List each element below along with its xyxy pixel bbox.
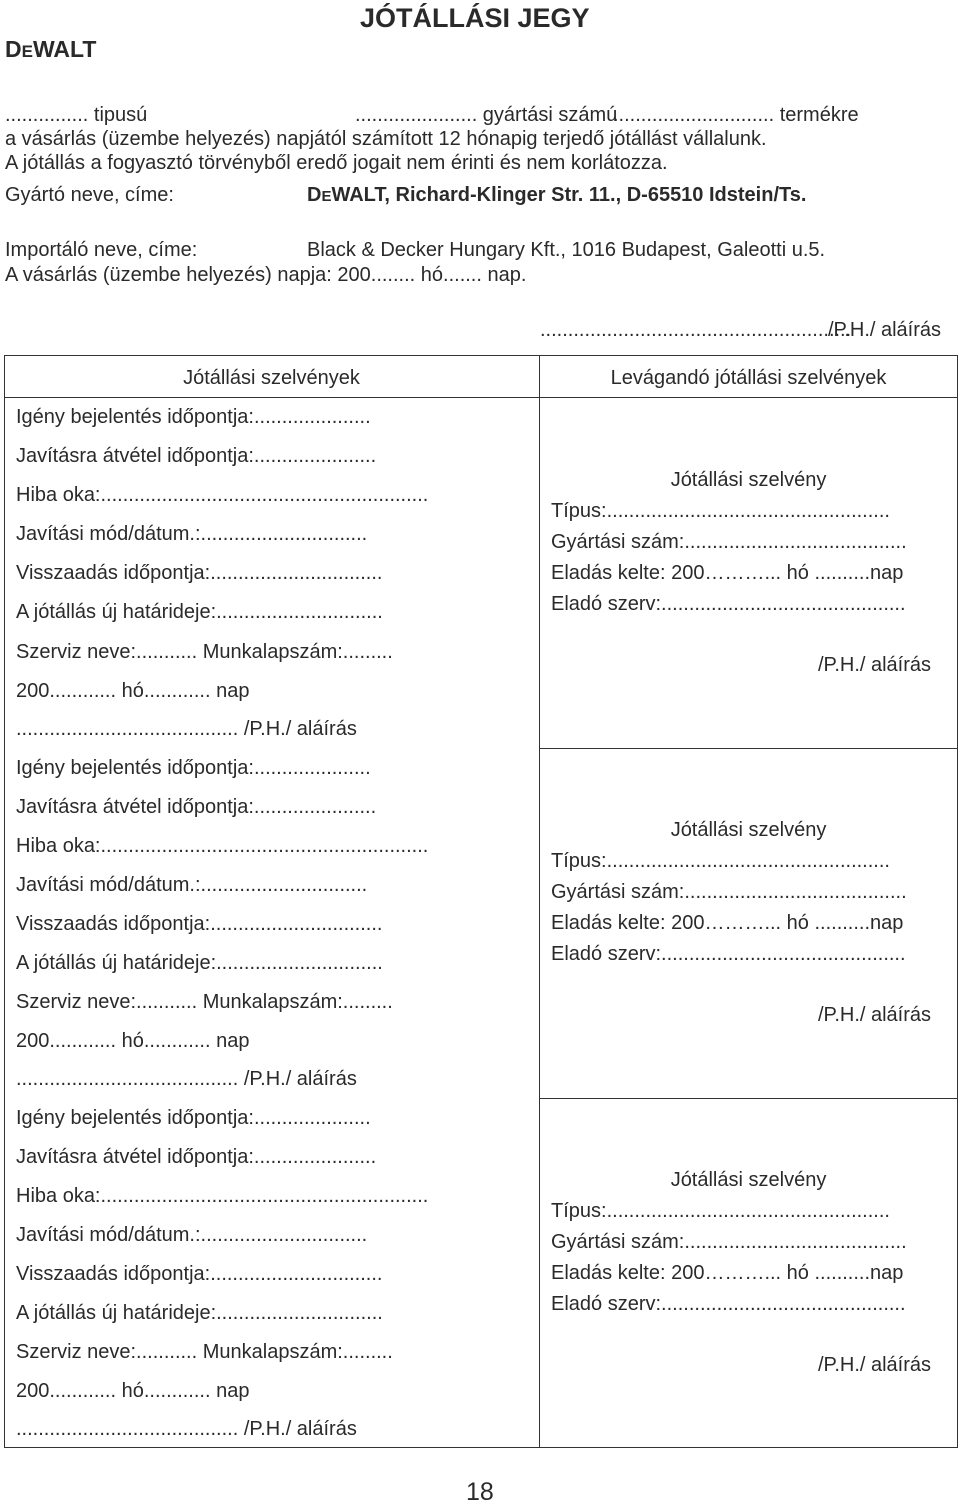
coupon-serial-field: Gyártási szám:........................................: [551, 531, 907, 553]
coupon-seller-field: Eladó szerv:............................................: [551, 593, 906, 615]
importer-value: Black & Decker Hungary Kft., 1016 Budapest, Galeotti u.5.: [307, 239, 826, 261]
service-field: Szerviz neve:........... Munkalapszám:.........: [16, 991, 393, 1013]
claim-date-field: Igény bejelentés időpontja:.....................: [16, 757, 371, 779]
return-date-field: Visszaadás időpontja:...............................: [16, 562, 383, 584]
coupon-serial-field: Gyártási szám:........................................: [551, 881, 907, 903]
table-column-divider: [539, 355, 540, 1448]
left-column-header: Jótállási szelvények: [183, 367, 360, 389]
top-signature-label: /P.H./ aláírás: [828, 319, 942, 341]
received-date-field: Javításra átvétel időpontja:......................: [16, 796, 377, 818]
importer-label: Importáló neve, címe:: [5, 239, 198, 261]
right-row-divider-2: [539, 1098, 958, 1099]
service-field: Szerviz neve:........... Munkalapszám:.........: [16, 1341, 393, 1363]
intro-type-blank: ............... tipusú: [5, 104, 148, 126]
coupon-type-field: Típus:...................................................: [551, 500, 890, 522]
signature-field: ........................................ /P.H./ aláírás: [16, 1068, 357, 1090]
fault-field: Hiba oka:...........................................................: [16, 484, 429, 506]
manufacturer-label: Gyártó neve, címe:: [5, 184, 174, 206]
right-column-header: Levágandó jótállási szelvények: [610, 367, 887, 389]
repair-method-field: Javítási mód/dátum.:..............................: [16, 874, 368, 896]
new-deadline-field: A jótállás új határideje:..............................: [16, 601, 383, 623]
claim-date-field: Igény bejelentés időpontja:.....................: [16, 1107, 371, 1129]
document-title: JÓTÁLLÁSI JEGY: [360, 3, 590, 33]
coupon-sale-date-field: Eladás kelte: 200………... hó ..........nap: [551, 912, 904, 934]
table-header-divider: [4, 397, 958, 398]
return-date-field: Visszaadás időpontja:...............................: [16, 913, 383, 935]
coupon-title: Jótállási szelvény: [670, 469, 827, 491]
new-deadline-field: A jótállás új határideje:..............................: [16, 1302, 383, 1324]
coupon-serial-field: Gyártási szám:........................................: [551, 1231, 907, 1253]
top-signature-dots: ........................................................: [540, 319, 852, 341]
received-date-field: Javításra átvétel időpontja:......................: [16, 445, 377, 467]
right-row-divider-1: [539, 748, 958, 749]
coupon-type-field: Típus:...................................................: [551, 1200, 890, 1222]
intro-product-blank: ............................. termékre: [613, 104, 859, 126]
repair-method-field: Javítási mód/dátum.:..............................: [16, 523, 368, 545]
intro-consumer-law-text: A jótállás a fogyasztó törvényből eredő jogait nem érinti és nem korlátozza.: [5, 152, 668, 174]
new-deadline-field: A jótállás új határideje:..............................: [16, 952, 383, 974]
intro-serial-blank: ...................... gyártási számú: [355, 104, 618, 126]
fault-field: Hiba oka:...........................................................: [16, 1185, 429, 1207]
coupon-title: Jótállási szelvény: [670, 819, 827, 841]
coupon-signature-label: /P.H./ aláírás: [818, 1354, 932, 1376]
intro-warranty-text: a vásárlás (üzembe helyezés) napjától számított 12 hónapig terjedő jótállást vállalunk.: [5, 128, 767, 150]
fault-field: Hiba oka:...........................................................: [16, 835, 429, 857]
coupon-title: Jótállási szelvény: [670, 1169, 827, 1191]
coupon-sale-date-field: Eladás kelte: 200………... hó ..........nap: [551, 1262, 904, 1284]
signature-field: ........................................ /P.H./ aláírás: [16, 718, 357, 740]
coupon-signature-label: /P.H./ aláírás: [818, 654, 932, 676]
coupon-seller-field: Eladó szerv:............................................: [551, 943, 906, 965]
signature-field: ........................................ /P.H./ aláírás: [16, 1418, 357, 1440]
service-field: Szerviz neve:........... Munkalapszám:.........: [16, 641, 393, 663]
purchase-date-line: A vásárlás (üzembe helyezés) napja: 200........ hó....... nap.: [5, 264, 527, 286]
coupon-seller-field: Eladó szerv:............................................: [551, 1293, 906, 1315]
claim-date-field: Igény bejelentés időpontja:.....................: [16, 406, 371, 428]
date-field: 200............ hó............ nap: [16, 680, 250, 702]
coupon-type-field: Típus:...................................................: [551, 850, 890, 872]
received-date-field: Javításra átvétel időpontja:......................: [16, 1146, 377, 1168]
return-date-field: Visszaadás időpontja:...............................: [16, 1263, 383, 1285]
date-field: 200............ hó............ nap: [16, 1030, 250, 1052]
coupon-signature-label: /P.H./ aláírás: [818, 1004, 932, 1026]
repair-method-field: Javítási mód/dátum.:..............................: [16, 1224, 368, 1246]
coupon-sale-date-field: Eladás kelte: 200………... hó ..........nap: [551, 562, 904, 584]
date-field: 200............ hó............ nap: [16, 1380, 250, 1402]
brand-logo-text: DEWALT: [5, 36, 97, 62]
page-number: 18: [466, 1478, 494, 1506]
manufacturer-value: DEWALT, Richard-Klinger Str. 11., D-65510 Idstein/Ts.: [307, 184, 807, 206]
